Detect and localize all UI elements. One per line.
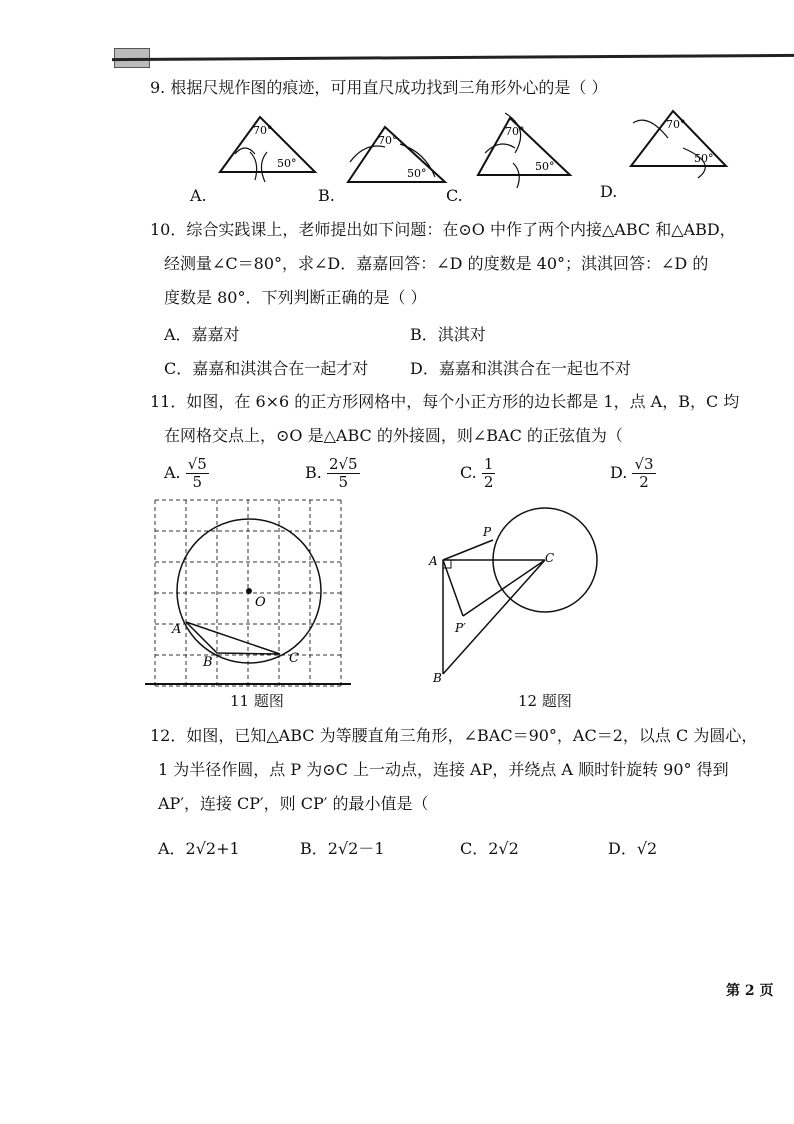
q12-line-ap2 [443,560,463,616]
q11-option-c-den: 2 [483,473,494,491]
q11-option-a-den: 5 [192,473,203,491]
q10-option-a[interactable]: A．嘉嘉对 [164,325,240,344]
q12-line1: 12．如图，已知△ABC 为等腰直角三角形，∠BAC＝90°，AC＝2，以点 C 为圆心， [150,726,758,745]
q12-figure-caption: 12 题图 [518,692,572,710]
q9-figure-c [475,113,585,185]
q12-line-ap [443,540,493,560]
q11-center-point [246,588,252,594]
q9-option-d[interactable]: D. [600,182,618,201]
q9-option-c[interactable]: C. [446,186,463,205]
q12-label-b: B [433,671,442,685]
q12-option-a[interactable]: A．2√2+1 [158,839,240,858]
q9-c-angle-right: 50° [535,160,555,173]
q9-figure-b [345,122,455,187]
q9-b-angle-right: 50° [407,167,427,180]
q9-option-b[interactable]: B. [318,186,335,205]
q11-option-d-label: D. [610,463,628,482]
q9-d-angle-top: 70° [666,118,686,131]
q11-option-c-fraction [482,456,496,491]
q11-option-d-num: √3 [634,455,654,473]
q11-figure [145,500,355,690]
q11-option-d-fraction [632,456,655,491]
q9-figure-d [628,108,733,178]
q10-line3: 度数是 80°．下列判断正确的是（ ） [164,288,427,307]
q10-line2: 经测量∠C＝80°，求∠D．嘉嘉回答：∠D 的度数是 40°；淇淇回答：∠D 的 [164,254,709,273]
q11-option-d-den: 2 [639,473,649,491]
q11-option-b[interactable] [305,456,360,491]
q12-label-p-prime: P′ [455,621,466,635]
q11-figure-caption: 11 题图 [230,692,284,710]
q11-option-b-label: B. [305,463,322,482]
q11-line2: 在网格交点上，⊙O 是△ABC 的外接圆，则∠BAC 的正弦值为（ [164,426,623,445]
q10-option-c[interactable]: C．嘉嘉和淇淇合在一起才对 [164,359,369,378]
q12-label-p: P [483,525,492,539]
q9-text: 9. 根据尺规作图的痕迹，可用直尺成功找到三角形外心的是（ ） [150,78,608,97]
q12-figure [425,500,605,690]
q12-line3: AP′，连接 CP′，则 CP′ 的最小值是（ [158,794,429,813]
q9-d-angle-right: 50° [694,152,714,165]
q11-option-b-fraction [327,456,360,491]
q9-a-angle-right: 50° [277,157,297,170]
q11-option-b-num: 2√5 [328,455,358,473]
q9-c-angle-top: 70° [505,125,525,138]
q12-label-a: A [429,554,438,568]
q12-line-cp2 [463,560,545,616]
q12-line-bc [443,560,545,674]
q11-option-a-label: A. [164,463,181,482]
q12-label-c: C [545,551,555,565]
q11-label-o: O [255,595,266,610]
q11-option-a[interactable] [164,456,209,491]
q10-option-b[interactable]: B．淇淇对 [410,325,486,344]
q12-line2: 1 为半径作圆，点 P 为⊙C 上一动点，连接 AP，并绕点 A 顺时针旋转 90° 得到 [158,760,729,779]
header-rule [112,54,794,61]
q9-b-angle-top: 70° [378,134,398,147]
q11-option-c-num: 1 [483,455,494,473]
q11-label-a: A [172,622,182,637]
q11-triangle [186,622,280,654]
q11-option-c-label: C. [460,463,477,482]
q12-option-b[interactable]: B．2√2－1 [300,839,385,858]
q11-line1: 11．如图，在 6×6 的正方形网格中，每个小正方形的边长都是 1，点 A，B，C 均 [150,392,740,411]
q11-option-c[interactable] [460,456,495,491]
q11-option-b-den: 5 [338,473,349,491]
q12-option-c[interactable]: C．2√2 [460,839,519,858]
q11-label-c: C [289,651,299,666]
q11-option-a-num: √5 [187,455,207,473]
q12-option-d[interactable]: D．√2 [608,839,658,858]
q11-label-b: B [203,655,213,670]
q9-figure-a [215,112,325,182]
q11-option-d[interactable] [610,456,656,491]
q10-option-d[interactable]: D．嘉嘉和淇淇合在一起也不对 [410,359,631,378]
q9-option-a[interactable]: A. [190,186,207,205]
q9-a-angle-top: 70° [253,124,273,137]
q10-line1: 10．综合实践课上，老师提出如下问题：在⊙O 中作了两个内接△ABC 和△ABD， [150,220,736,239]
q11-option-a-fraction [186,456,209,491]
page-number: 第 2 页 [726,983,774,999]
